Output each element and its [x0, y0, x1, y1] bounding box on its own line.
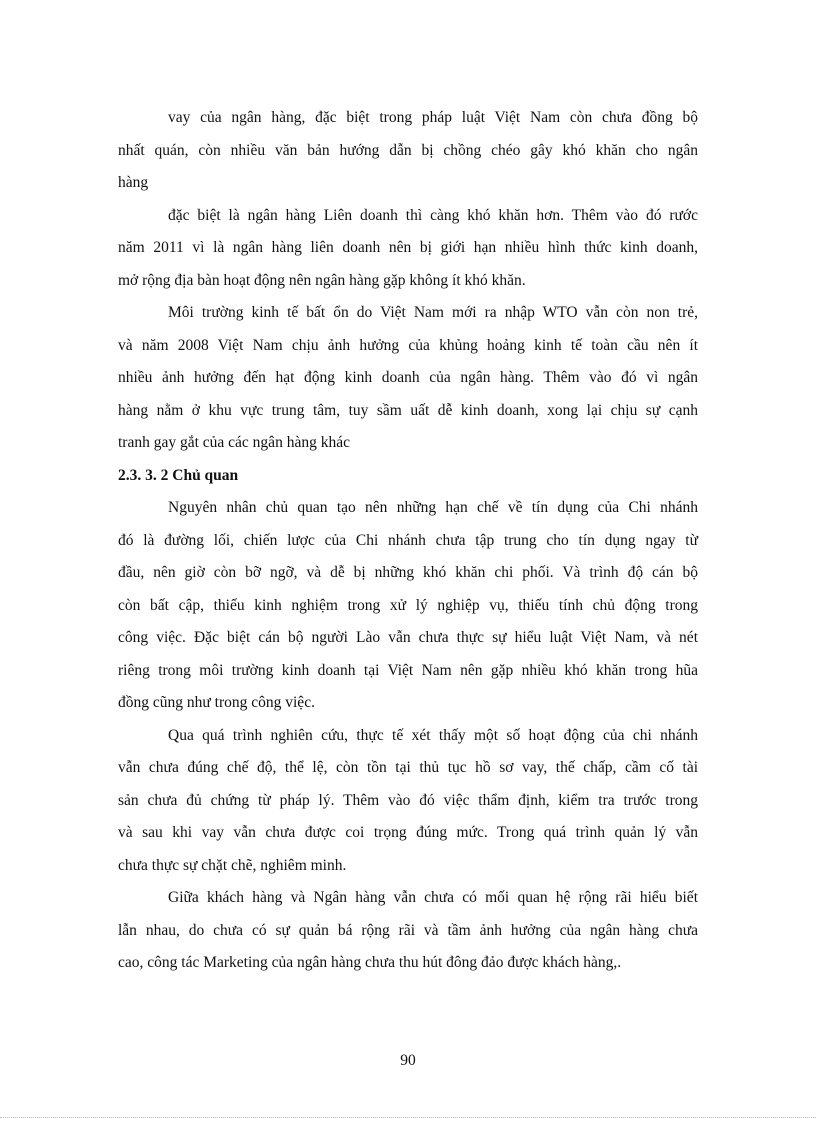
text-line: đặc biệt là ngân hàng Liên doanh thì càng khó khăn hơn. Thêm vào đó rước	[168, 206, 698, 224]
text-line: tranh gay gắt của các ngân hàng khác	[118, 434, 350, 451]
text-line: đầu, nên giờ còn bỡ ngỡ, và dễ bị những khó khăn chi phối. Và trình độ cán bộ	[118, 564, 698, 581]
body-text	[118, 102, 698, 980]
text-line: cao, công tác Marketing của ngân hàng chưa thu hút đông đảo được khách hàng,.	[118, 954, 622, 971]
text-line: năm 2011 vì là ngân hàng liên doanh nên bị giới hạn nhiều hình thức kinh doanh,	[118, 239, 698, 256]
text-line: sản chưa đủ chứng từ pháp lý. Thêm vào đó việc thẩm định, kiểm tra trước trong	[118, 791, 698, 809]
text-line: hàng nằm ở khu vực trung tâm, tuy sầm uất dễ kinh doanh, xong lại chịu sự cạnh	[118, 401, 698, 419]
text-line: Nguyên nhân chủ quan tạo nên những hạn chế về tín dụng của Chi nhánh	[168, 499, 698, 516]
text-line: nhiều ảnh hưởng đến hạt động kinh doanh của ngân hàng. Thêm vào đó vì ngân	[118, 369, 698, 386]
text-line: vay của ngân hàng, đặc biệt trong pháp luật Việt Nam còn chưa đồng bộ	[168, 109, 698, 126]
text-line: chưa thực sự chặt chẽ, nghiêm minh.	[118, 856, 347, 874]
text-line: hàng	[118, 174, 149, 191]
text-line: vẫn chưa đúng chế độ, thể lệ, còn tồn tại thủ tục hồ sơ vay, thế chấp, cầm cố tài	[118, 759, 698, 776]
text-line: Môi trường kinh tế bất ổn do Việt Nam mới ra nhập WTO vẫn còn non trẻ,	[168, 304, 698, 321]
text-line: Qua quá trình nghiên cứu, thực tế xét thấy một số hoạt động của chi nhánh	[168, 726, 698, 744]
text-line: riêng trong môi trường kinh doanh tại Việt Nam nên gặp nhiều khó khăn trong hũa	[118, 661, 698, 679]
text-line: còn bất cập, thiếu kinh nghiệm trong xử lý nghiệp vụ, thiếu tính chủ động trong	[118, 596, 698, 614]
text-line: đó là đường lối, chiến lược của Chi nhánh chưa tập trung cho tín dụng ngay từ	[118, 531, 698, 549]
text-line: mở rộng địa bàn hoạt động nên ngân hàng gặp không ít khó khăn.	[118, 271, 526, 289]
page-bottom-divider	[0, 1117, 816, 1118]
text-line: và năm 2008 Việt Nam chịu ảnh hưởng của khủng hoảng kinh tế toàn cầu nên ít	[118, 336, 698, 354]
text-line: nhất quán, còn nhiều văn bản hướng dẫn bị chồng chéo gây khó khăn cho ngân	[118, 141, 698, 159]
text-line: và sau khi vay vẫn chưa được coi trọng đúng mức. Trong quá trình quản lý vẫn	[118, 824, 698, 841]
text-line: công việc. Đặc biệt cán bộ người Lào vẫn chưa thực sự hiểu luật Việt Nam, và nét	[118, 629, 698, 646]
text-line: lẫn nhau, do chưa có sự quản bá rộng rãi và tầm ảnh hưởng của ngân hàng chưa	[118, 921, 698, 939]
page-number: 90	[400, 1052, 416, 1069]
section-heading: 2.3. 3. 2 Chủ quan	[118, 466, 239, 484]
text-line: đồng cũng như trong công việc.	[118, 694, 315, 711]
text-line: Giữa khách hàng và Ngân hàng vẫn chưa có mối quan hệ rộng rãi hiểu biết	[168, 889, 698, 906]
